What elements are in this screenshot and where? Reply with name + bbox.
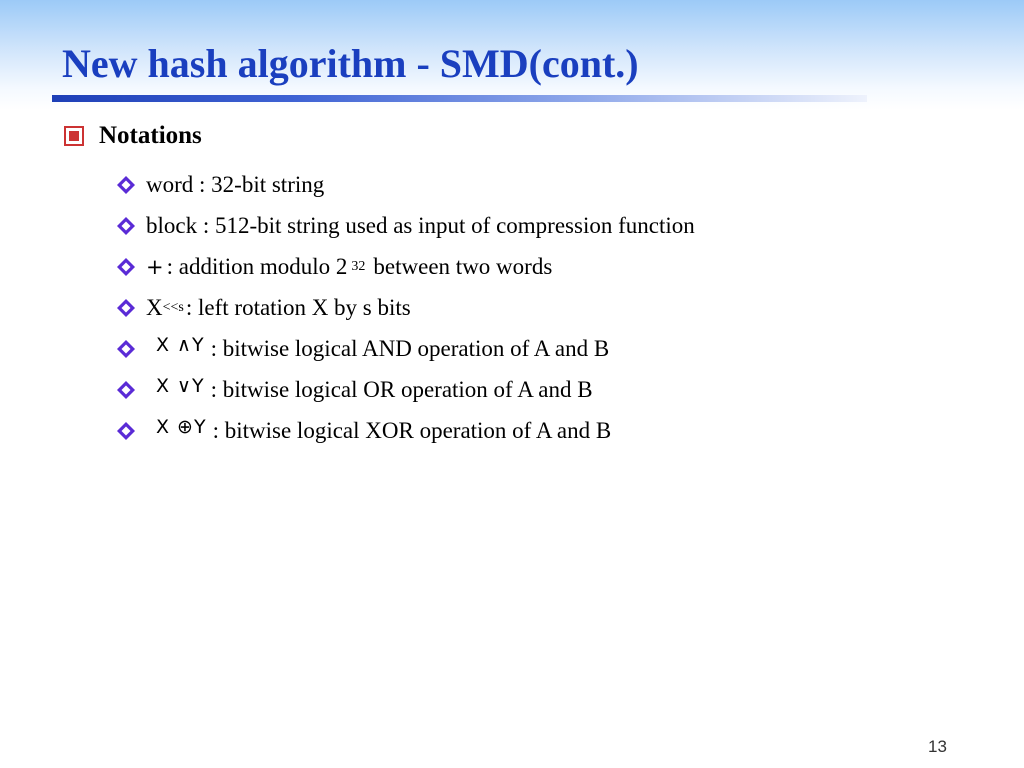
item-text: word : 32-bit string [146, 171, 325, 197]
list-item [116, 369, 695, 410]
and-symbol: X ∧Y [156, 333, 205, 356]
or-symbol: X ∨Y [156, 374, 205, 397]
plus-symbol: + [146, 254, 164, 279]
item-text: : bitwise logical AND operation of A and B [210, 335, 610, 361]
rotation-superscript: <<s [162, 299, 184, 315]
diamond-bullet-icon [116, 175, 136, 195]
exponent: 32 [351, 258, 366, 274]
page-number: 13 [928, 737, 947, 756]
diamond-bullet-icon [116, 380, 136, 400]
diamond-bullet-icon [116, 339, 136, 359]
list-item [116, 328, 695, 369]
item-text: : addition modulo 2 [166, 253, 348, 279]
item-text: block : 512-bit string used as input of compression function [146, 212, 695, 238]
list-item [116, 205, 695, 246]
notations-heading: Notations [99, 122, 202, 149]
diamond-bullet-icon [116, 298, 136, 318]
diamond-bullet-icon [116, 257, 136, 277]
item-text: : bitwise logical XOR operation of A and B [212, 417, 612, 443]
list-item [116, 410, 695, 451]
notations-list [116, 164, 695, 451]
diamond-bullet-icon [116, 421, 136, 441]
square-bullet-icon-fill [69, 131, 79, 141]
list-item [116, 287, 695, 328]
item-text: : left rotation X by s bits [185, 294, 411, 320]
rotation-symbol: X [146, 294, 163, 320]
list-item [116, 164, 695, 205]
title-underline [52, 95, 867, 102]
item-text: : bitwise logical OR operation of A and B [210, 376, 593, 402]
xor-symbol: X ⊕Y [156, 415, 207, 438]
square-bullet-icon [64, 126, 84, 146]
bullet-notations [64, 122, 202, 150]
item-text-after: between two words [373, 253, 553, 279]
list-item [116, 246, 695, 287]
slide-title: New hash algorithm - SMD(cont.) [62, 41, 639, 86]
diamond-bullet-icon [116, 216, 136, 236]
